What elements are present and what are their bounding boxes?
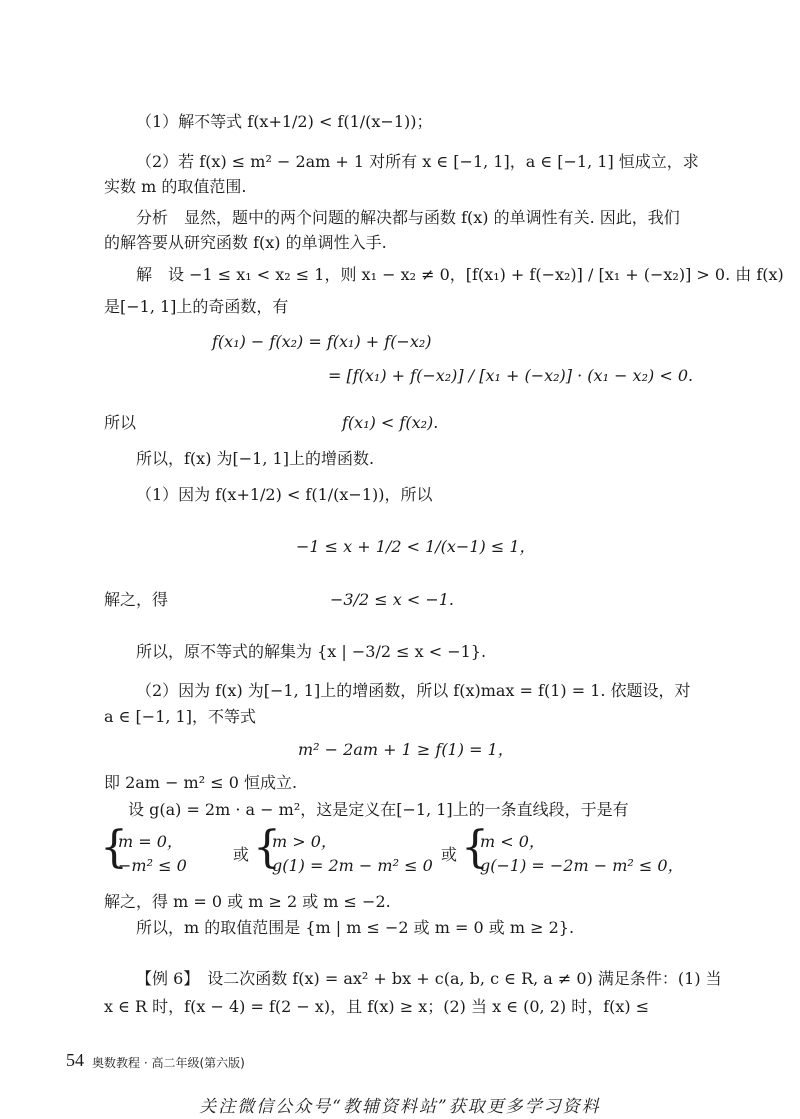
example-6-line-2: x ∈ R 时，f(x − 4) = f(2 − x)，且 f(x) ≥ x；(2) 当 x ∈ (0, 2) 时，f(x) ≤ [104,997,650,1016]
part-1-inequality: −1 ≤ x + 1/2 < 1/(x−1) ≤ 1， [296,537,536,556]
therefore-label: 所以 [104,413,137,432]
case-3-line-1: m < 0， [480,832,545,851]
part-2-line-4: 设 g(a) = 2m · a − m²，这是定义在[−1, 1]上的一条直线段，于是有 [128,800,629,819]
solution-line-2: 是[−1, 1]上的奇函数，有 [104,297,289,316]
part-2-line-1: （2）因为 f(x) 为[−1, 1]上的增函数，所以 f(x)max = f(1) = 1. 依题设，对 [136,681,691,700]
increasing-function-line: 所以，f(x) 为[−1, 1]上的增函数. [136,449,375,468]
case-brace-3: { [461,822,489,873]
part-2-line-3: 即 2am − m² ≤ 0 恒成立. [104,773,298,792]
book-title: 奥数教程 · 高二年级(第六版) [92,1056,245,1070]
solve-cases-line: 解之，得 m = 0 或 m ≥ 2 或 m ≤ −2. [104,892,391,911]
solution-set-line: 所以，原不等式的解集为 {x | −3/2 ≤ x < −1}. [136,642,487,661]
page-number: 54 [66,1050,84,1070]
part-1-line: （1）因为 f(x+1/2) < f(1/(x−1))，所以 [136,485,433,504]
solve-result: −3/2 ≤ x < −1. [330,590,455,609]
question-1-line: （1）解不等式 f(x+1/2) < f(1/(x−1))； [136,112,433,131]
case-brace-2: { [253,822,281,873]
solve-label: 解之，得 [104,590,169,609]
part-2-line-2: a ∈ [−1, 1]，不等式 [104,707,256,726]
equation-line-1: f(x₁) − f(x₂) = f(x₁) + f(−x₂) [212,332,432,351]
case-1-line-1: m = 0， [118,832,183,851]
equation-line-2: = [f(x₁) + f(−x₂)] / [x₁ + (−x₂)] · (x₁ − x₂) < 0. [328,366,694,385]
example-6-line-1: 【例 6】 设二次函数 f(x) = ax² + bx + c(a, b, c ∈ R, a ≠ 0) 满足条件：(1) 当 [136,969,722,988]
case-2-line-1: m > 0， [272,832,337,851]
case-brace-1: { [100,822,128,873]
part-2-inequality: m² − 2am + 1 ≥ f(1) = 1， [298,740,514,759]
question-2-line-2: 实数 m 的取值范围. [104,177,247,196]
or-label-2: 或 [441,845,458,864]
or-label-1: 或 [233,845,250,864]
question-2-line-1: （2）若 f(x) ≤ m² − 2am + 1 对所有 x ∈ [−1, 1]，a ∈ [−1, 1] 恒成立，求 [136,152,699,171]
range-answer-line: 所以，m 的取值范围是 {m | m ≤ −2 或 m = 0 或 m ≥ 2}. [136,918,575,937]
case-1-line-2: −m² ≤ 0 [118,856,187,875]
analysis-line-1: 分析 显然，题中的两个问题的解决都与函数 f(x) 的单调性有关. 因此，我们 [136,208,680,227]
case-3-line-2: g(−1) = −2m − m² ≤ 0， [480,856,684,875]
case-2-line-2: g(1) = 2m − m² ≤ 0 [272,856,433,875]
analysis-line-2: 的解答要从研究函数 f(x) 的单调性入手. [104,233,387,252]
solution-line-1: 解 设 −1 ≤ x₁ < x₂ ≤ 1，则 x₁ − x₂ ≠ 0，[f(x₁) + f(−x₂)] / [x₁ + (−x₂)] > 0. 由 f(x) [136,265,784,284]
therefore-expression: f(x₁) < f(x₂). [342,413,439,432]
watermark-text: 关注微信公众号“教辅资料站”获取更多学习资料 [199,1097,601,1117]
